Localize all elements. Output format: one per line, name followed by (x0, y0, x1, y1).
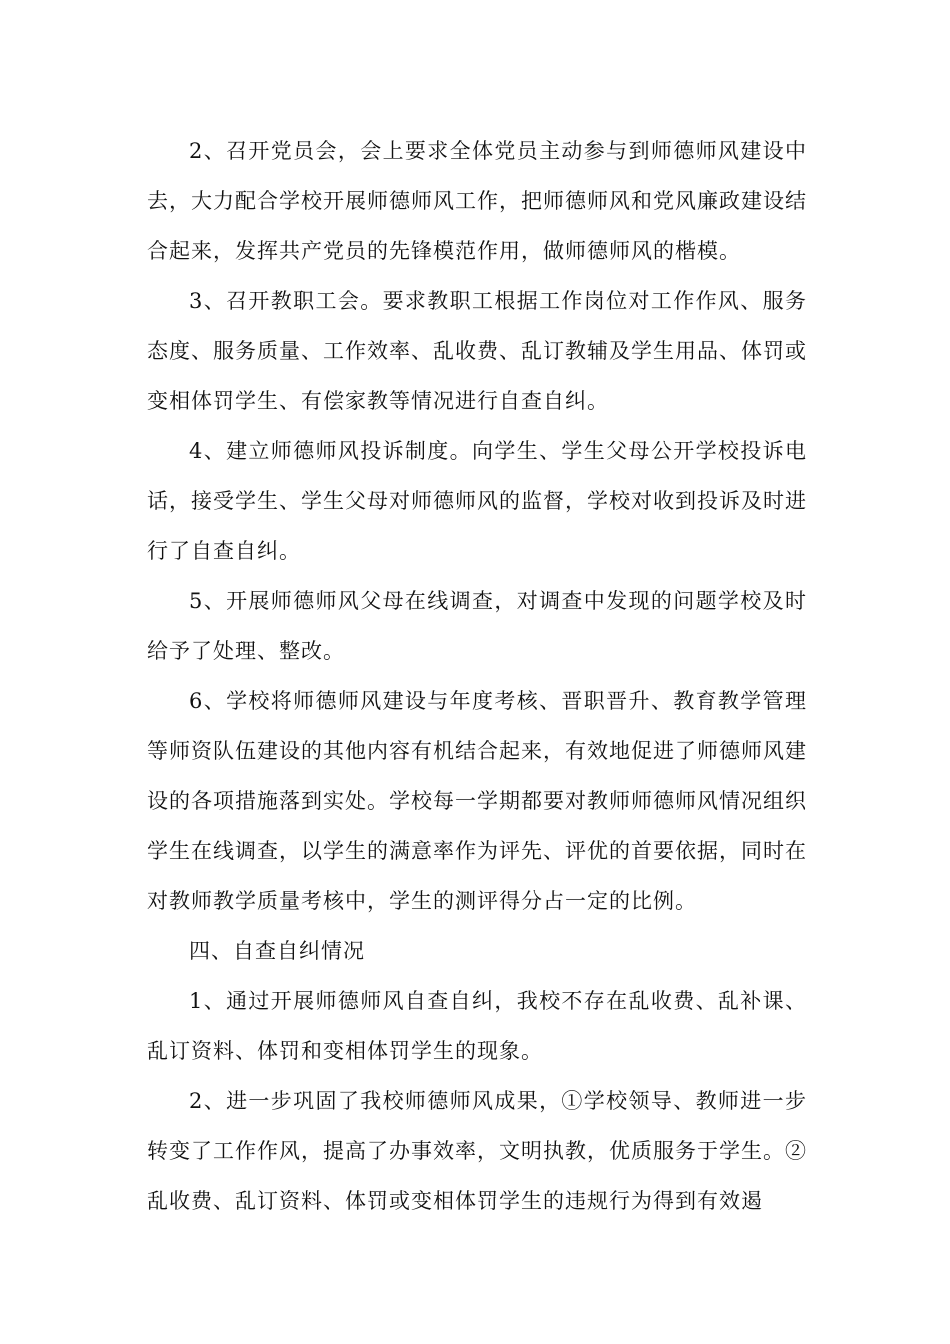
paragraph-evaluation: 6、学校将师德师风建设与年度考核、晋职晋升、教育教学管理等师资队伍建设的其他内容有机结合起来，有效地促进了师德师风建设的各项措施落到实处。学校每一学期都要对教师师德师风情况组织学生在线调查，以学生的满意率作为评先、评优的首要依据，同时在对教师教学质量考核中，学生的测评得分占一定的比例。 (147, 689, 807, 913)
paragraph-online-survey: 5、开展师德师风父母在线调查，对调查中发现的问题学校及时给予了处理、整改。 (147, 589, 807, 663)
section-heading: 四、自查自纠情况 (189, 939, 365, 963)
paragraph-staff-meeting: 3、召开教职工会。要求教职工根据工作岗位对工作作风、服务态度、服务质量、工作效率、乱收费、乱订教辅及学生用品、体罚或变相体罚学生、有偿家教等情况进行自查自纠。 (147, 289, 807, 413)
document-body (147, 126, 807, 1226)
paragraph-complaint-system: 4、建立师德师风投诉制度。向学生、学生父母公开学校投诉电话，接受学生、学生父母对师德师风的监督，学校对收到投诉及时进行了自查自纠。 (147, 439, 807, 563)
paragraph-party-meeting: 2、召开党员会，会上要求全体党员主动参与到师德师风建设中去，大力配合学校开展师德师风工作，把师德师风和党风廉政建设结合起来，发挥共产党员的先锋模范作用，做师德师风的楷模。 (147, 139, 807, 263)
paragraph-achievements: 2、进一步巩固了我校师德师风成果，①学校领导、教师进一步转变了工作作风，提高了办事效率，文明执教，优质服务于学生。②乱收费、乱订资料、体罚或变相体罚学生的违规行为得到有效遏 (147, 1089, 807, 1213)
paragraph-self-check-result: 1、通过开展师德师风自查自纠，我校不存在乱收费、乱补课、乱订资料、体罚和变相体罚学生的现象。 (147, 989, 807, 1063)
